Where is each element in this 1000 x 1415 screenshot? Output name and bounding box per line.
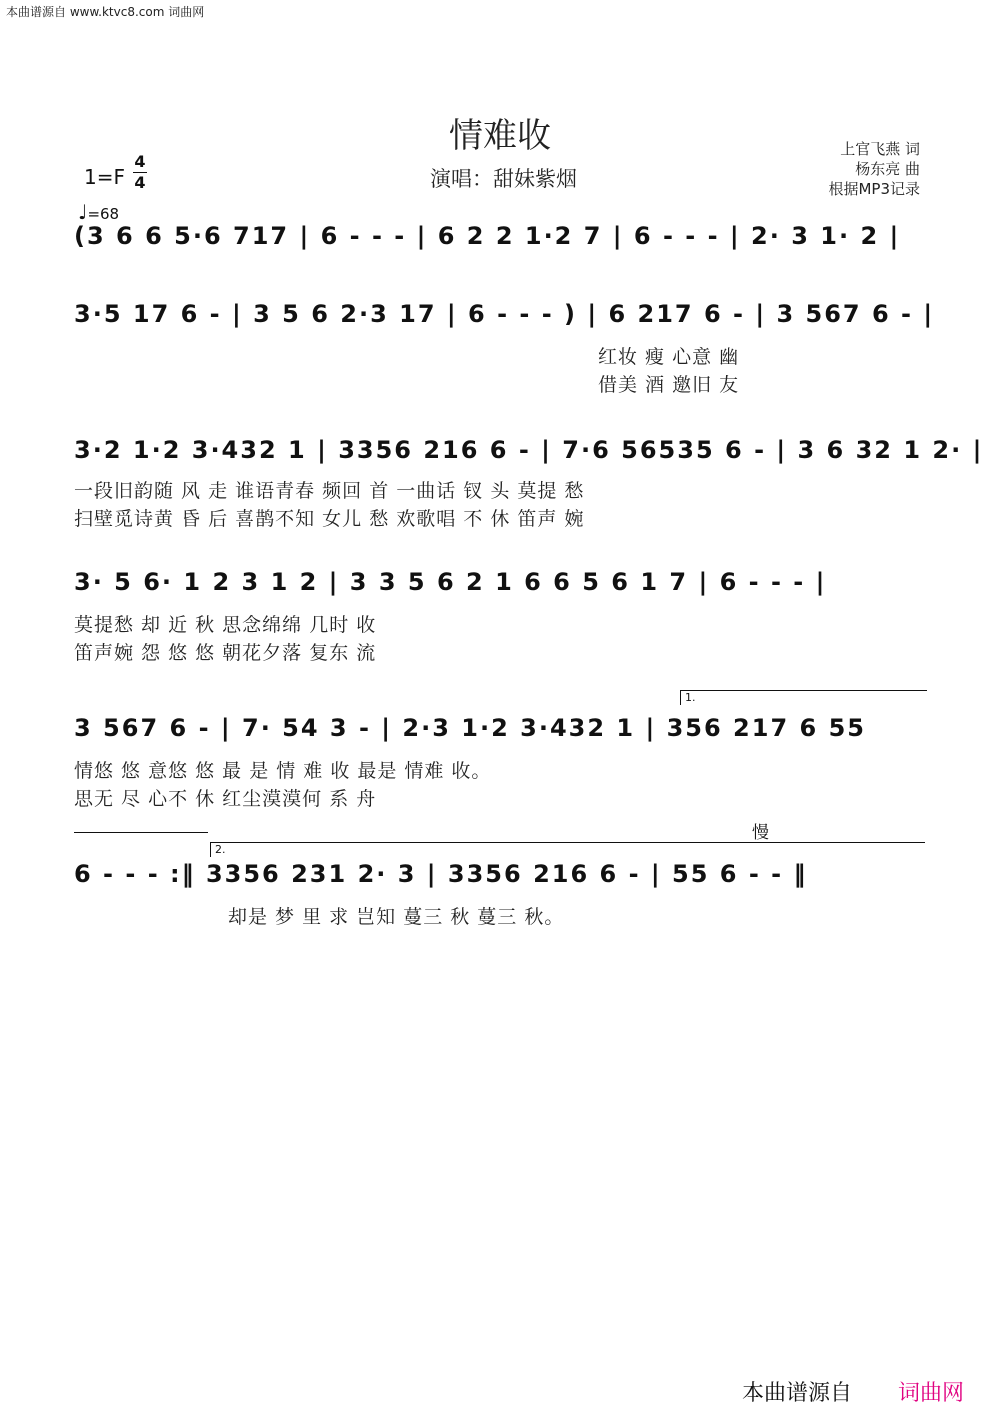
score-line-3: 3·2 1·2 3·432 1 | 3356 216 6 - | 7·6 56535 6 - | 3 6 32 1 2· |: [74, 436, 984, 464]
lyric-line-2b: 借美 酒 邀旧 友: [598, 374, 740, 396]
score-line-6: 6 - - - :‖ 3356 231 2· 3 | 3356 216 6 - | 55 6 - - ‖: [74, 860, 808, 888]
tempo-slow-mark: 慢: [752, 823, 769, 843]
key-signature: 1=F: [84, 165, 125, 189]
tempo-value: =68: [87, 205, 120, 223]
score-line-1: (3 6 6 5·6 717 | 6 - - - | 6 2 2 1·2 7 | 6 - - - | 2· 3 1· 2 |: [74, 222, 901, 250]
score-line-5: 3 567 6 - | 7· 54 3 - | 2·3 1·2 3·432 1 | 356 217 6 55: [74, 714, 866, 742]
first-ending-continuation: [74, 832, 208, 833]
first-ending-bracket: 1.: [680, 690, 927, 705]
lyric-line-3a: 一段旧韵随 风 走 谁语青春 频回 首 一曲话 钗 头 莫提 愁: [74, 480, 585, 502]
second-ending-bracket: 2.: [210, 842, 925, 857]
lyric-line-5b: 思无 尽 心不 休 红尘漠漠何 系 舟: [74, 788, 377, 810]
footer-site: 词曲网: [897, 1381, 964, 1406]
score-line-2: 3·5 17 6 - | 3 5 6 2·3 17 | 6 - - - ) | 6 217 6 - | 3 567 6 - |: [74, 300, 935, 328]
lyric-line-3b: 扫壁觅诗黄 昏 后 喜鹊不知 女儿 愁 欢歌唱 不 休 笛声 婉: [74, 508, 585, 530]
lyricist-credit: 上官飞燕 词: [840, 140, 920, 158]
lyric-line-2a: 红妆 瘦 心意 幽: [598, 346, 740, 368]
lyric-line-4b: 笛声婉 怨 悠 悠 朝花夕落 复东 流: [74, 642, 377, 664]
score-line-4: 3· 5 6· 1 2 3 1 2 | 3 3 5 6 2 1 6 6 5 6 1 7 | 6 - - - |: [74, 568, 827, 596]
lyric-line-5a: 情悠 悠 意悠 悠 最 是 情 难 收 最是 情难 收。: [74, 760, 492, 782]
time-denominator: 4: [134, 173, 146, 192]
song-title: 情难收: [449, 116, 551, 156]
time-numerator: 4: [134, 152, 146, 171]
transcriber-credit: 根据MP3记录: [828, 180, 920, 198]
source-note: 本曲谱源自 www.ktvc8.com 词曲网: [6, 5, 205, 19]
lyric-line-6a: 却是 梦 里 求 岂知 蔓三 秋 蔓三 秋。: [228, 906, 565, 928]
quarter-note-icon: ♩: [78, 200, 88, 224]
singer-credit: 演唱：甜妹紫烟: [430, 167, 577, 191]
footer-brand: 本曲谱源自: [741, 1381, 852, 1406]
lyric-line-4a: 莫提愁 却 近 秋 思念绵绵 几时 收: [74, 614, 377, 636]
tempo-marking: [78, 200, 119, 224]
time-signature: [133, 153, 147, 192]
composer-credit: 杨东亮 曲: [855, 160, 920, 178]
